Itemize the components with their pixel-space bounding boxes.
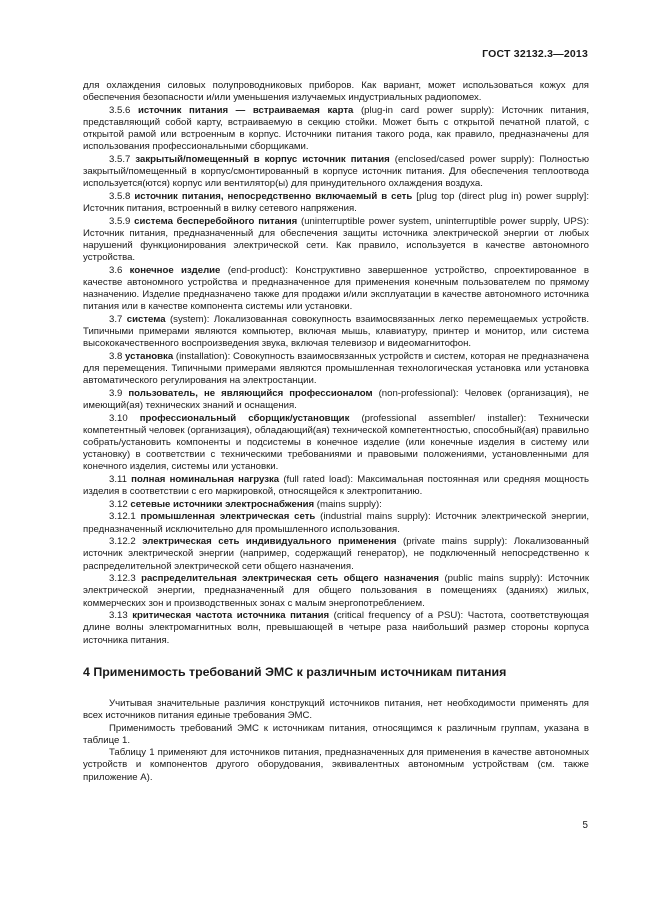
clause-number: 3.8 — [109, 350, 123, 362]
term: конечное изделие — [129, 264, 221, 276]
clause-number: 3.7 — [109, 313, 123, 325]
definition-text: [plug top (direct plug in) power supply]: Источник питания, встроенный в вилку сетевого напряжения. — [83, 190, 590, 215]
paragraph-continuation: для охлаждения силовых полупроводниковых приборов. Как вариант, может использоваться кожух для обеспечения безопасности и/или уменьшения излучаемых индустриальных радиопомех. — [83, 80, 589, 104]
definition-text: (industrial mains supply): Источник электрической энергии, предназначенный исключительно для промышленного использования. — [83, 511, 589, 535]
definition-3-12-1 — [83, 511, 589, 535]
term: профессиональный сборщик/установщик — [139, 412, 350, 424]
definition-3-12-2 — [83, 536, 589, 572]
page-number: 5 — [582, 820, 588, 831]
clause-number: 3.5.6 — [109, 104, 131, 116]
clause-number: 3.5.9 — [109, 215, 131, 227]
definition-3-9 — [83, 388, 589, 412]
definition-3-7 — [83, 314, 589, 350]
definition-text: (public mains supply): Источник электрической энергии, предназначенный для общего пользования в помещениях (зданиях) жилых, коммерческих зон и производственных зонах с малым энергопотреблением. — [83, 573, 590, 609]
term: закрытый/помещенный в корпус источник питания — [135, 153, 390, 165]
term: система бесперебойного питания — [134, 215, 298, 227]
definition-text: (non-professional): Человек (организация), не имеющий(ая) технических знаний и оснащения. — [83, 387, 589, 412]
term: критическая частота источника питания — [132, 610, 330, 622]
term: промышленная электрическая сеть — [140, 511, 316, 523]
clause-number: 3.6 — [109, 264, 123, 276]
definition-3-13 — [83, 610, 589, 646]
definition-text: (installation): Совокупность взаимосвязанных устройств и систем, которая не предназначена для перемещения. Типичными примерами являются промышленная технологическая установка или установка автоматического регулирования на электростанции. — [83, 350, 589, 387]
clause-number: 3.12 — [109, 498, 128, 510]
clause-number: 3.5.7 — [109, 153, 131, 165]
clause-number: 3.5.8 — [109, 190, 131, 202]
definition-text: (professional assembler/ installer): Технически компетентный человек (организация), обладающий(ая) технической компетентностью, способный(ая) правильно собрать/установить компоненты и подсистемы в конечное изделие (или конечные изделия в систему или установку) в соответствии с техническими требованиями и правовыми положениями, установленными для конечного изделия, системы или установки. — [83, 412, 589, 473]
term: распределительная электрическая сеть общего назначения — [141, 573, 440, 585]
definition-text: (system): Локализованная совокупность взаимосвязанных легко перемещаемых устройств. Типичными примерами являются компьютер, включая мышь, клавиатуру, принтер и монитор, или система высококачественного воспроизведения звука, включая телевизор и видеомагнитофон. — [83, 313, 589, 350]
definition-text: (full rated load): Максимальная постоянная или средняя мощность изделия в соответствии с его маркировкой, относящейся к электропитанию. — [83, 474, 590, 498]
document-body — [83, 80, 589, 784]
section-paragraph: Применимость требований ЭМС к источникам питания, относящимся к различным группам, указана в таблице 1. — [83, 722, 589, 746]
clause-number: 3.10 — [109, 412, 128, 424]
definition-text: (uninterruptible power system, uninterruptible power supply, UPS): Источник питания, предназначенный для обеспечения защиты источника электрической энергии от любых нарушений функционирования электрической сети. Как правило, используется в качестве автономного устройства. — [83, 215, 590, 264]
clause-number: 3.12.3 — [109, 573, 136, 585]
definition-text: (enclosed/cased power supply): Полностью закрытый/помещенный в корпус/смонтированный в корпусе источник питания. Для обеспечения теплоотвода используется(ются) корпус или вентилятор(ы) для принудительного охлаждения воздуха. — [83, 153, 590, 190]
term: установка — [125, 350, 174, 362]
definition-3-6 — [83, 265, 589, 314]
clause-number: 3.12.2 — [109, 536, 136, 548]
term: пользователь, не являющийся профессионалом — [128, 387, 373, 399]
term: источник питания, непосредственно включаемый в сеть — [134, 190, 413, 202]
definition-text: (private mains supply): Локализованный источник электрической энергии (например, содержащий генератор), не подключенный непосредственно к распределительной электрической сети общего назначения. — [83, 536, 589, 572]
definition-text: (plug-in card power supply): Источник питания, представляющий собой карту, встраиваемую в секцию стойки. Может быть с открытой печатной платой, с открытой рамой или встроенным в корпус. Источники питания такого рода, как правило, предназначены для использования профессиональными сборщиками. — [83, 104, 590, 153]
definition-3-10 — [83, 413, 589, 474]
clause-number: 3.13 — [109, 610, 128, 622]
definition-3-5-8 — [83, 191, 589, 215]
definition-3-12-3 — [83, 573, 589, 609]
definition-text: (end-product): Конструктивно завершенное устройство, спроектированное в качестве автономного устройства и предназначенное для применения конечным пользователем по прямому назначению. Изделие предназначено также для продажи и/или эксплуатации в качестве автономного источника питания или в качестве компонента системы или установки. — [83, 264, 590, 313]
term: сетевые источники электроснабжения — [130, 498, 315, 510]
section-heading: 4 Применимость требований ЭМС к различным источникам питания — [83, 664, 507, 679]
clause-number: 3.12.1 — [109, 511, 136, 523]
definition-3-5-9 — [83, 216, 589, 265]
definition-text: (mains supply): — [316, 498, 382, 510]
definition-text: (critical frequency of a PSU): Частота, соответствующая длине волны электромагнитных волн, превышающей в четыре раза наибольший размер стороны корпуса источника питания. — [83, 610, 589, 646]
standard-number: ГОСТ 32132.3—2013 — [482, 48, 588, 60]
term: электрическая сеть индивидуального применения — [142, 536, 397, 548]
section-paragraph: Учитывая значительные различия конструкций источников питания, нет необходимости применять для всех источников питания единые требования ЭМС. — [83, 697, 589, 721]
definition-3-12 — [83, 499, 589, 511]
clause-number: 3.9 — [109, 387, 123, 399]
definition-3-5-7 — [83, 154, 589, 190]
section-paragraph: Таблицу 1 применяют для источников питания, предназначенных для применения в качестве автономных устройств и компонентов другого оборудования, эквивалентных автономным устройствам (см. также приложение А). — [83, 747, 589, 783]
definition-3-5-6 — [83, 105, 589, 154]
definition-3-11 — [83, 474, 589, 498]
term: полная номинальная нагрузка — [131, 474, 280, 485]
term: система — [126, 313, 166, 325]
term: источник питания — встраиваемая карта — [137, 104, 354, 116]
definition-3-8 — [83, 351, 589, 387]
clause-number: 3.11 — [109, 474, 127, 485]
